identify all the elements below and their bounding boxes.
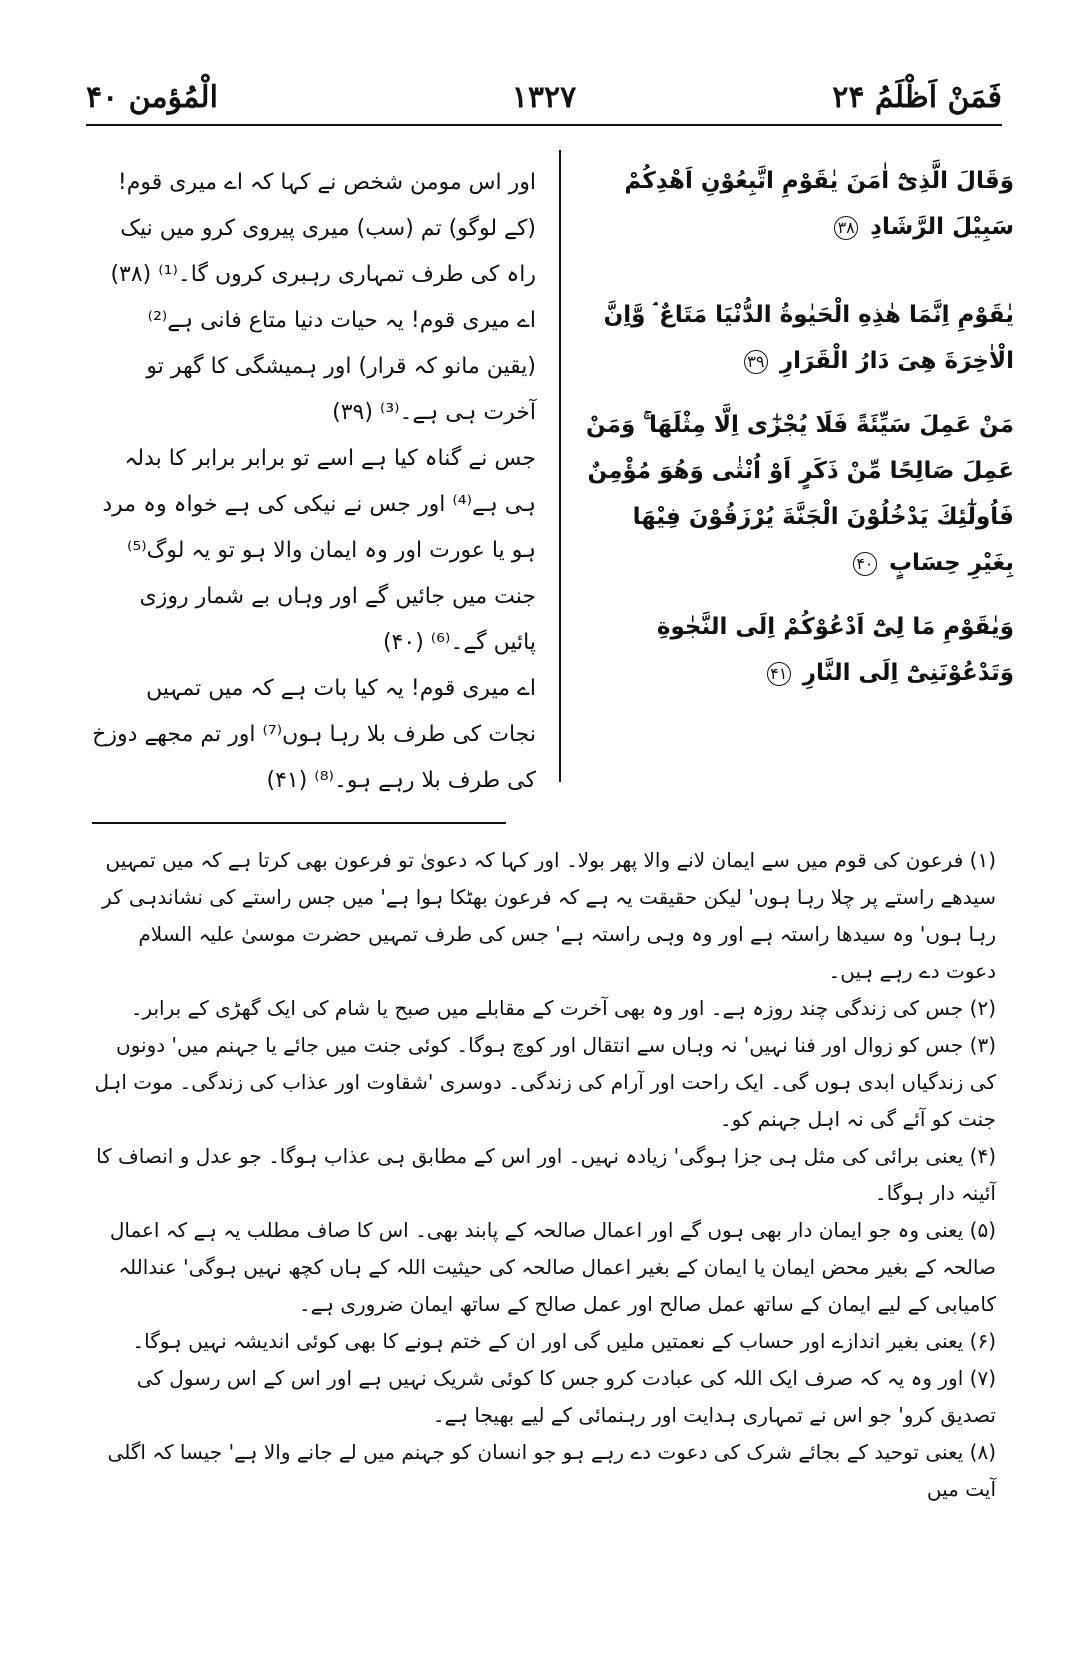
ayah-39: [584, 292, 1014, 384]
ayah-end-marker: ۴۱: [767, 662, 791, 686]
footnote-8: (۸) یعنی توحید کے بجائے شرک کی دعوت دے رہے ہو جو انسان کو جہنم میں لے جانے والا ہے' جیسا کہ اگلی آیت میں: [107, 1440, 996, 1501]
juz-title: فَمَنْ اَظْلَمُ ۲۴: [832, 80, 1002, 115]
translation-38: اور اس مومن شخص نے کہا کہ اے میری قوم! (کے لوگو) تم (سب) میری پیروی کرو میں نیک راہ کی طرف تمہاری رہبری کروں گا۔⁽¹⁾ (۳۸): [110, 170, 536, 287]
ayah-end-marker: ۳۹: [744, 350, 768, 374]
ayah-text: مَنْ عَمِلَ سَیِّئَةً فَلَا یُجْزٰٓی اِلَّا مِثْلَهَا ۚ وَمَنْ عَمِلَ صَالِحًا مِّنْ ذَكَرٍ اَوْ اُنْثٰى وَهُوَ مُؤْمِنٌ فَاُولٰٓئِكَ یَدْخُلُوْنَ الْجَنَّةَ یُرْزَقُوْنَ فِیْهَا بِغَیْرِ حِسَابٍ: [586, 412, 1014, 576]
footnote-7: (۷) اور وہ یہ کہ صرف ایک اللہ کی عبادت کرو جس کا کوئی شریک نہیں ہے اور اس کے اس رسول کی تصدیق کرو' جو اس نے تمہاری ہدایت اور رہنمائی کے لیے بھیجا ہے۔: [136, 1366, 996, 1427]
footnotes: [92, 842, 996, 1508]
footnote-2: (۲) جس کی زندگی چند روزہ ہے۔ اور وہ بھی آخرت کے مقابلے میں صبح یا شام کی ایک گھڑی کے برابر۔: [130, 996, 996, 1020]
footnote-separator: [92, 822, 506, 824]
footnote-6: (۶) یعنی بغیر اندازے اور حساب کے نعمتیں ملیں گی اور ان کے ختم ہونے کا بھی کوئی اندیشہ نہیں ہوگا۔: [132, 1329, 996, 1353]
translation-41: اے میری قوم! یہ کیا بات ہے کہ میں تمہیں نجات کی طرف بلا رہا ہوں⁽⁷⁾ اور تم مجھے دوزخ کی طرف بلا رہے ہو۔⁽⁸⁾ (۴۱): [92, 676, 536, 793]
footnote-4: (۴) یعنی برائی کی مثل ہی جزا ہوگی' زیادہ نہیں۔ اور اس کے مطابق ہی عذاب ہوگا۔ جو عدل و انصاف کا آئینہ دار ہوگا۔: [96, 1144, 996, 1205]
ayah-40: [584, 402, 1014, 586]
urdu-translation-column: [92, 160, 536, 804]
page-header: [86, 76, 1002, 126]
ayah-text: یٰقَوْمِ اِنَّمَا هٰذِهِ الْحَیٰوةُ الدُّنْیَا مَتَاعٌ ۘ وَّاِنَّ الْاٰخِرَةَ هِیَ دَارُ الْقَرَارِ: [603, 302, 1014, 374]
ayah-38: [584, 158, 1014, 250]
surah-title: الْمُؤمن ۴۰: [86, 80, 218, 115]
footnote-5: (۵) یعنی وہ جو ایمان دار بھی ہوں گے اور اعمال صالحہ کے پابند بھی۔ اس کا صاف مطلب یہ ہے کہ اعمال صالحہ کے بغیر محض ایمان یا ایمان کے بغیر اعمال صالحہ کی حیثیت اللہ کے ہاں کچھ نہیں ہوگی' عنداللہ کامیابی کے لیے ایمان کے ساتھ عمل صالح اور عمل صالح کے ساتھ ایمان ضروری ہے۔: [109, 1218, 996, 1316]
ayah-41: [584, 604, 1014, 696]
ayah-end-marker: ۴۰: [853, 552, 877, 576]
footnote-1: (۱) فرعون کی قوم میں سے ایمان لانے والا پھر بولا۔ اور کہا کہ دعویٰ تو فرعون بھی کرتا ہے کہ میں تمہیں سیدھے راستے پر چلا رہا ہوں' لیکن حقیقت یہ ہے کہ فرعون بھٹکا ہوا ہے' میں جس راستے کی نشاندہی کر رہا ہوں' وہ سیدھا راستہ ہے اور وہ وہی راستہ ہے' جس کی طرف تمہیں حضرت موسیٰ علیہ السلام دعوت دے رہے ہیں۔: [102, 848, 996, 983]
translation-40: جس نے گناہ کیا ہے اسے تو برابر برابر کا بدلہ ہی ہے⁽⁴⁾ اور جس نے نیکی کی ہے خواہ وہ مرد ہو یا عورت اور وہ ایمان والا ہو تو یہ لوگ⁽⁵⁾ جنت میں جائیں گے اور وہاں بے شمار روزی پائیں گے۔⁽⁶⁾ (۴۰): [102, 446, 536, 655]
translation-39: اے میری قوم! یہ حیات دنیا متاع فانی ہے⁽²⁾ (یقین مانو کہ قرار) اور ہمیشگی کا گھر تو آخرت ہی ہے۔⁽³⁾ (۳۹): [146, 308, 536, 425]
ayah-end-marker: ۳۸: [834, 216, 858, 240]
ayah-text: وَیٰقَوْمِ مَا لِیْٓ اَدْعُوْكُمْ اِلَى النَّجٰوةِ وَتَدْعُوْنَنِیْٓ اِلَى النَّارِ: [656, 614, 1014, 686]
ayah-text: وَقَالَ الَّذِیْٓ اٰمَنَ یٰقَوْمِ اتَّبِعُوْنِ اَهْدِكُمْ سَبِیْلَ الرَّشَادِ: [624, 168, 1014, 240]
column-divider: [559, 150, 561, 782]
page-number: ۱۳۲۷: [511, 80, 577, 115]
footnote-3: (۳) جس کو زوال اور فنا نہیں' نہ وہاں سے انتقال اور کوچ ہوگا۔ کوئی جنت میں جائے یا جہنم میں' دونوں کی زندگیاں ابدی ہوں گی۔ ایک راحت اور آرام کی زندگی۔ دوسری 'شقاوت اور عذاب کی زندگی۔ موت اہل جنت کو آئے گی نہ اہل جہنم کو۔: [94, 1033, 996, 1131]
